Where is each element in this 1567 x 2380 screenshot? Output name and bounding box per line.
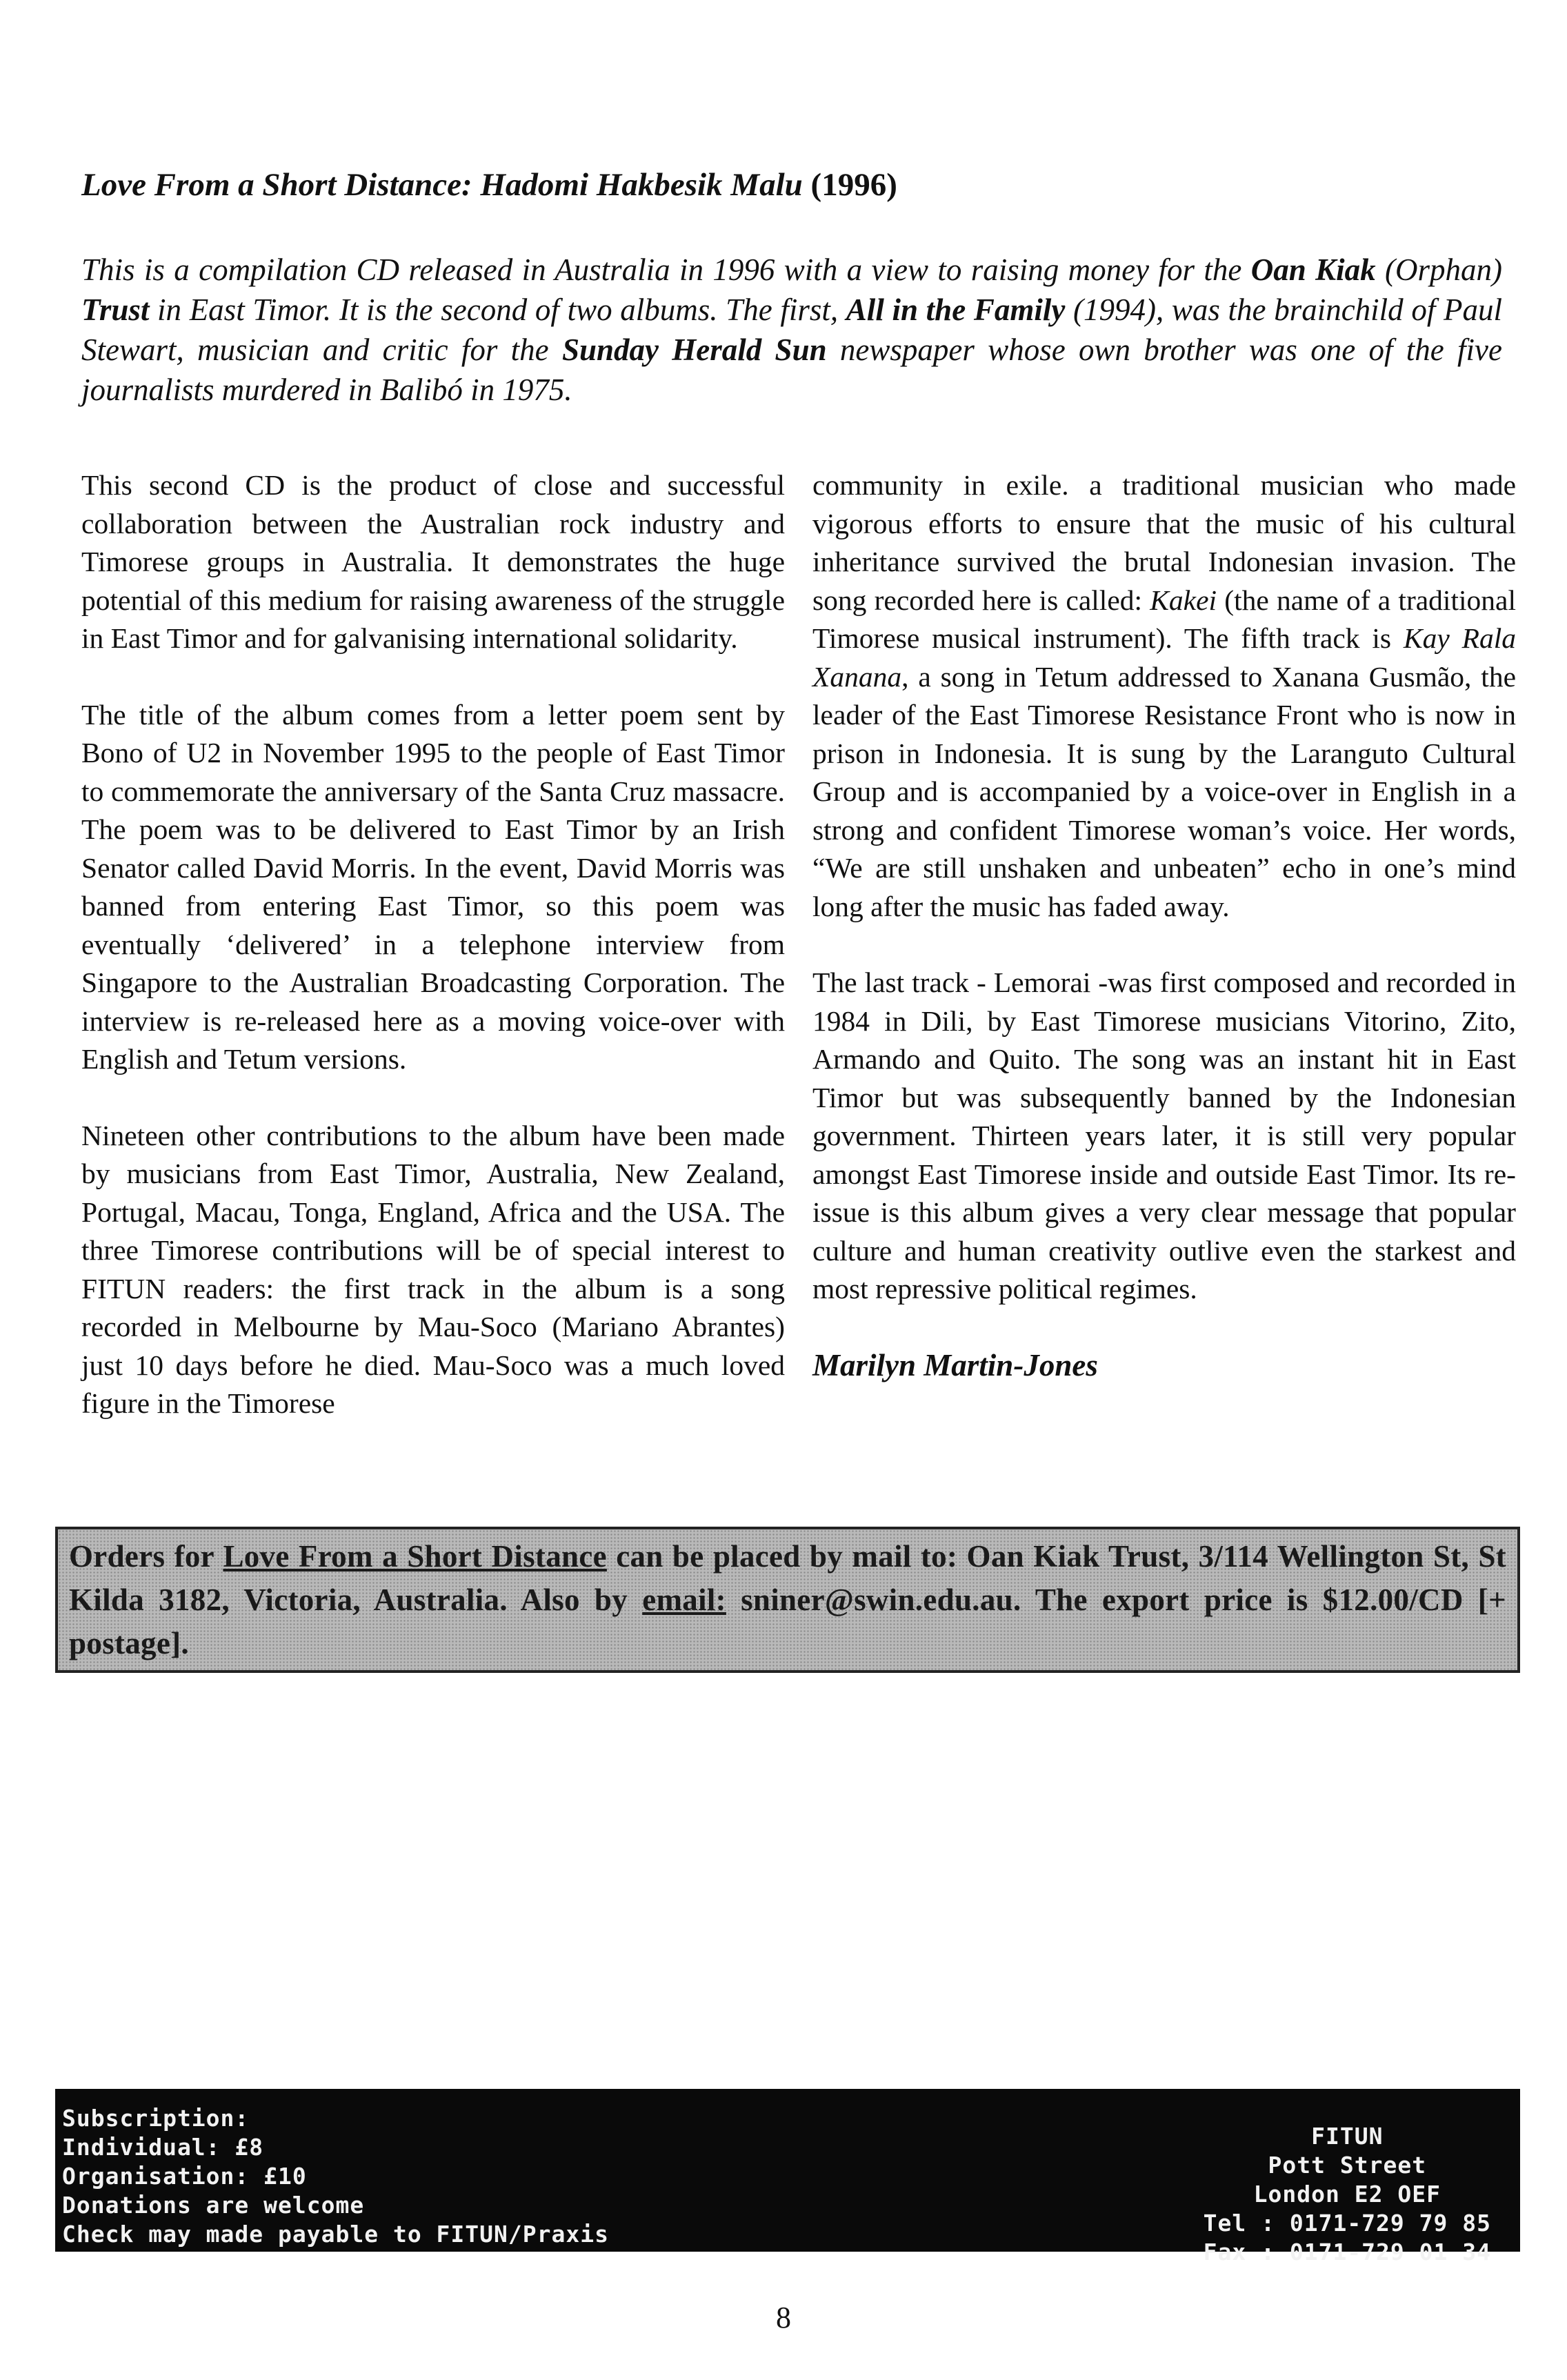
left-column [81,466,785,1461]
subscription-details [62,2104,609,2249]
subscription-payable: Check may made payable to FITUN/Praxis [62,2221,609,2248]
address-city: London E2 OEF [1253,2181,1441,2208]
intro-newspaper: Sunday Herald Sun [561,333,827,367]
intro-part-2: (Orphan) [1375,252,1502,287]
paragraph-4-part-c: , a song in Tetum addressed to Xanana Gusmão, the leader of the East Timorese Resistance Front who is now in prison in Indonesia. It is sung by the Laranguto Cultural Group and is accompanied by a voice-over in English in a strong and confident Timorese woman’s voice. Her words, “We are still unshaken and unbeaten” echo in one’s mind long after the music has faded away. [812,660,1516,922]
song-title-kakei: Kakei [1150,584,1217,616]
order-part-1: Orders for [69,1539,223,1574]
intro-trust-word: Trust [81,292,150,327]
paragraph-4-part-b: (the name of a traditional Timorese musical instrument). The fifth track is [812,584,1516,654]
article-intro [81,250,1502,410]
paragraph-4 [812,466,1516,926]
right-column [812,466,1516,1385]
subscription-donations: Donations are welcome [62,2192,365,2219]
article-title [81,164,1488,206]
subscription-organisation: Organisation: £10 [62,2163,307,2190]
paragraph-2: The title of the album comes from a letter poem sent by Bono of U2 in November 1995 to the people of East Timor to commemorate the anniversary of the Santa Cruz massacre. The poem was to be delivered to East Timor by an Irish Senator called David Morris. In the event, David Morris was banned from entering East Timor, so this poem was eventually ‘delivered’ in a telephone interview from Singapore to the Australian Broadcasting Corporation. The interview is re-released here as a moving voice-over with English and Tetum versions. [81,698,785,1075]
intro-part-5: newspaper whose own brother was one of the five journalists murdered in Balibó in 1975. [81,333,1502,407]
paragraph-5: The last track - Lemorai -was first composed and recorded in 1984 in Dili, by East Timorese musicians Vitorino, Zito, Armando and Quito. The song was an instant hit in East Timor but was subsequently banned by the Indonesian government. Thirteen years later, it is still very popular amongst East Timorese inside and outside East Timor. Its re-issue is this album gives a very clear message that popular culture and human creativity outlive even the starkest and most repressive political regimes. [812,966,1516,1305]
address-street: Pott Street [1268,2152,1427,2179]
song-title-kay-rala-xanana: Kay Rala Xanana [812,622,1516,693]
address-tel: Tel : 0171-729 79 85 [1203,2210,1491,2237]
intro-part-3: in East Timor. It is the second of two albums. The first, [149,292,846,327]
intro-part-4: (1994), was the brainchild of Paul Stewart, musician and critic for the [81,292,1502,367]
order-part-3: . The export price is $12.00/CD [+ postage]. [69,1583,1507,1660]
page-number: 8 [776,2301,791,2334]
subscription-heading: Subscription: [62,2105,250,2132]
paragraph-1: This second CD is the product of close and successful collaboration between the Australian rock industry and Timorese groups in Australia. It demonstrates the huge potential of this medium for raising awareness of the struggle in East Timor and for galvanising international solidarity. [81,469,785,654]
address-fax: Fax : 0171-729 01 34 [1203,2239,1491,2265]
intro-part-1: This is a compilation CD released in Australia in 1996 with a view to raising money for the [81,252,1251,287]
article-title-text: Love From a Short Distance: Hadomi Hakbesik Malu [81,167,803,203]
article-year: (1996) [810,167,897,203]
address-org: FITUN [1311,2123,1384,2150]
intro-trust-name: Oan Kiak [1250,252,1376,287]
order-email-address[interactable]: sniner@swin.edu.au [726,1583,1013,1617]
order-email-label: email: [642,1583,726,1617]
intro-first-album: All in the Family [846,292,1066,327]
order-part-2: can be placed by mail to: Oan Kiak Trust, 3/114 Wellington St, St Kilda 3182, Victoria, Australia. Also by [69,1539,1506,1617]
fitun-address [1204,2122,1491,2267]
subscription-box [55,2089,1520,2265]
author-signature: Marilyn Martin-Jones [812,1347,1098,1382]
subscription-individual: Individual: £8 [62,2134,264,2161]
order-album-title: Love From a Short Distance [223,1539,607,1574]
paragraph-3: Nineteen other contributions to the album have been made by musicians from East Timor, Australia, New Zealand, Portugal, Macau, Tonga, England, Africa and the USA. The three Timorese contributions will be of special interest to FITUN readers: the first track in the album is a song recorded in Melbourne by Mau-Soco (Mariano Abrantes) just 10 days before he died. Mau-Soco was a much loved figure in the Timorese [81,1119,785,1419]
paragraph-4-part-a: community in exile. a traditional musician who made vigorous efforts to ensure that the music of his cultural inheritance survived the brutal Indonesian invasion. The song recorded here is called: [812,469,1516,616]
order-info-box [55,1527,1520,1673]
